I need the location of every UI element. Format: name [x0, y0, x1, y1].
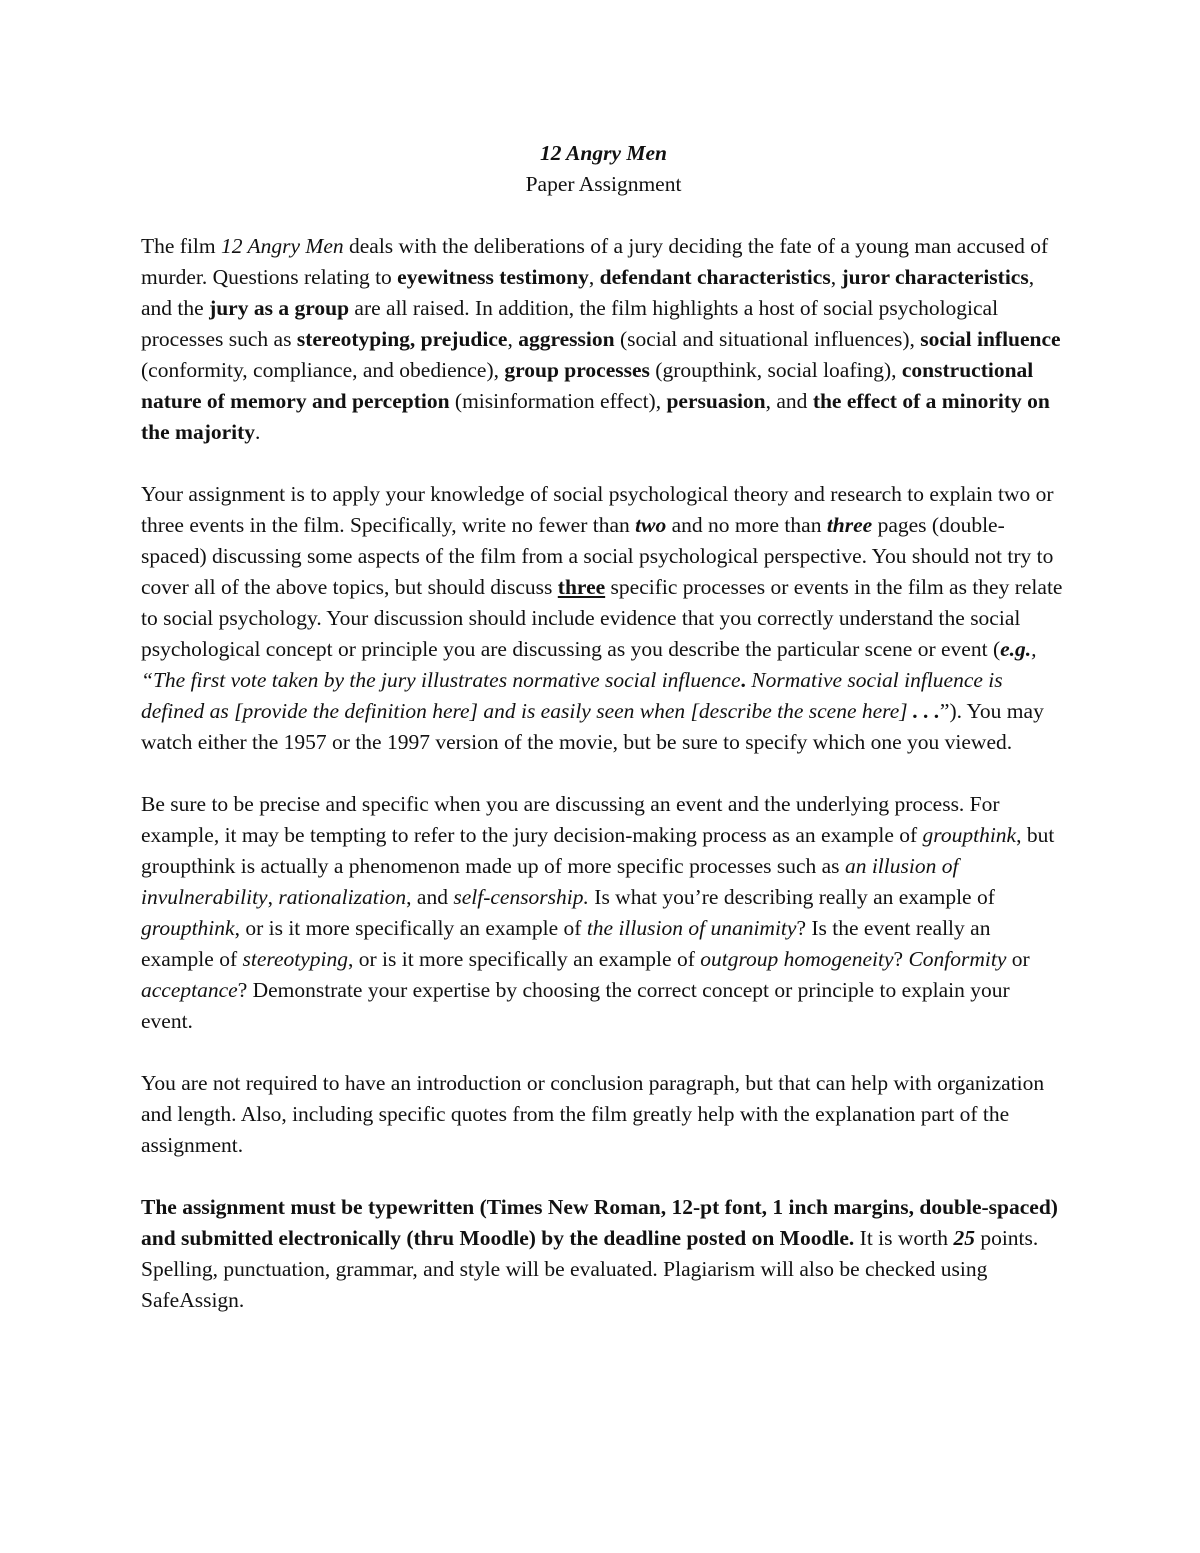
text-run: (conformity, compliance, and obedience), [141, 358, 505, 382]
paragraph-assignment [141, 479, 1066, 758]
text-run: ? [893, 947, 909, 971]
paragraph-introduction [141, 231, 1066, 448]
text-run: (social and situational influences), [614, 327, 921, 351]
emphasis-three-underlined: three [557, 575, 606, 599]
term-stereotyping: stereotyping [242, 947, 348, 971]
term-illusion-invulnerability: an illusion of invulnerability [141, 854, 959, 909]
film-title-italic: 12 Angry Men [221, 234, 344, 258]
paragraph-organization [141, 1068, 1066, 1161]
term-stereotyping-prejudice: stereotyping, prejudice [296, 327, 508, 351]
text-run: and no more than [666, 513, 827, 537]
text-run: ? Demonstrate your expertise by choosing the correct concept or principle to explain your event. [141, 978, 1010, 1033]
term-acceptance: acceptance [141, 978, 238, 1002]
term-groupthink: groupthink [141, 916, 235, 940]
text-run: (groupthink, social loafing), [649, 358, 902, 382]
text-run: points. Spelling, punctuation, grammar, and style will be evaluated. Plagiarism will also be checked using SafeAssign. [141, 1226, 1039, 1312]
ellipsis: . . . [913, 699, 940, 723]
text-run: , or is it more specifically an example of [347, 947, 701, 971]
term-jury-as-a-group: jury as a group [209, 296, 350, 320]
points-value: 25 [953, 1226, 975, 1250]
term-self-censorship: self-censorship. [453, 885, 589, 909]
text-run: Is what you’re describing really an example of [588, 885, 995, 909]
formatting-requirements: The assignment must be typewritten (Times New Roman, 12-pt font, 1 inch margins, double-spaced) and submitted electronically (thru Moodle) by the deadline posted on Moodle. [141, 1195, 1058, 1250]
text-run: ”). You may watch either the 1957 or the 1997 version of the movie, but be sure to specify which one you viewed. [141, 699, 1044, 754]
text-run: , but groupthink is actually a phenomenon made up of more specific processes such as [141, 823, 1055, 878]
term-outgroup-homogeneity: outgroup homogeneity [700, 947, 894, 971]
text-run: You are not required to have an introduction or conclusion paragraph, but that can help with organization and length. Also, including specific quotes from the film greatly help with the explanation part of the assignment. [141, 1071, 1045, 1157]
term-eyewitness-testimony: eyewitness testimony [397, 265, 589, 289]
term-memory-perception: constructional nature of memory and perception [141, 358, 1034, 413]
term-minority-majority: the effect of a minority on the majority [141, 389, 1050, 444]
text-run: , [830, 265, 842, 289]
text-run: (misinformation effect), [449, 389, 667, 413]
example-quote-continued: Normative social influence is defined as [provide the definition here] and is easily seen when [describe the scene here] [141, 668, 1003, 723]
text-run: , [588, 265, 600, 289]
emphasis-two: two [635, 513, 667, 537]
paragraph-precision [141, 789, 1066, 1037]
text-run: Be sure to be precise and specific when you are discussing an event and the underlying process. For example, it may be tempting to refer to the jury decision-making process as an example of [141, 792, 1000, 847]
term-conformity: Conformity [908, 947, 1007, 971]
emphasis-eg: e.g. [1000, 637, 1032, 661]
term-groupthink: groupthink [922, 823, 1017, 847]
term-social-influence: social influence [920, 327, 1061, 351]
text-run: , and [406, 885, 454, 909]
term-group-processes: group processes [504, 358, 650, 382]
text-run: . [255, 420, 261, 444]
text-run: or [1006, 947, 1030, 971]
text-run: Your assignment is to apply your knowledge of social psychological theory and research to explain two or three events in the film. Specifically, write no fewer than [141, 482, 1054, 537]
text-run: The film [141, 234, 222, 258]
term-persuasion: persuasion [666, 389, 766, 413]
term-illusion-unanimity: the illusion of unanimity [586, 916, 797, 940]
paragraph-requirements [141, 1192, 1066, 1316]
text-run: are all raised. In addition, the film highlights a host of social psychological processes such as [141, 296, 999, 351]
term-aggression: aggression [518, 327, 615, 351]
text-run: , or is it more specifically an example of [234, 916, 587, 940]
term-rationalization: rationalization [278, 885, 407, 909]
document-title: 12 Angry Men [539, 141, 668, 165]
document-subtitle: Paper Assignment [525, 172, 682, 196]
example-quote: , “The first vote taken by the jury illustrates normative social influence [141, 637, 1037, 692]
text-run: specific processes or events in the film as they relate to social psychology. Your discussion should include evidence that you correctly understand the social psychological concept or principle you are discussing as you describe the particular scene or event ( [141, 575, 1063, 661]
emphasis-three: three [826, 513, 873, 537]
text-run: , and the [141, 265, 1035, 320]
text-run: pages (double-spaced) discussing some aspects of the film from a social psychological perspective. You should not try to cover all of the above topics, but should discuss [141, 513, 1054, 599]
text-run: , [267, 885, 279, 909]
text-run: . [740, 668, 752, 692]
term-defendant-characteristics: defendant characteristics [599, 265, 831, 289]
term-juror-characteristics: juror characteristics [841, 265, 1029, 289]
text-run: deals with the deliberations of a jury deciding the fate of a young man accused of murder. Questions relating to [141, 234, 1049, 289]
text-run: It is worth [854, 1226, 954, 1250]
text-run: , [507, 327, 519, 351]
text-run: ? Is the event really an example of [141, 916, 991, 971]
title-block [141, 138, 1066, 200]
document-page [141, 138, 1066, 1347]
text-run: , and [765, 389, 813, 413]
